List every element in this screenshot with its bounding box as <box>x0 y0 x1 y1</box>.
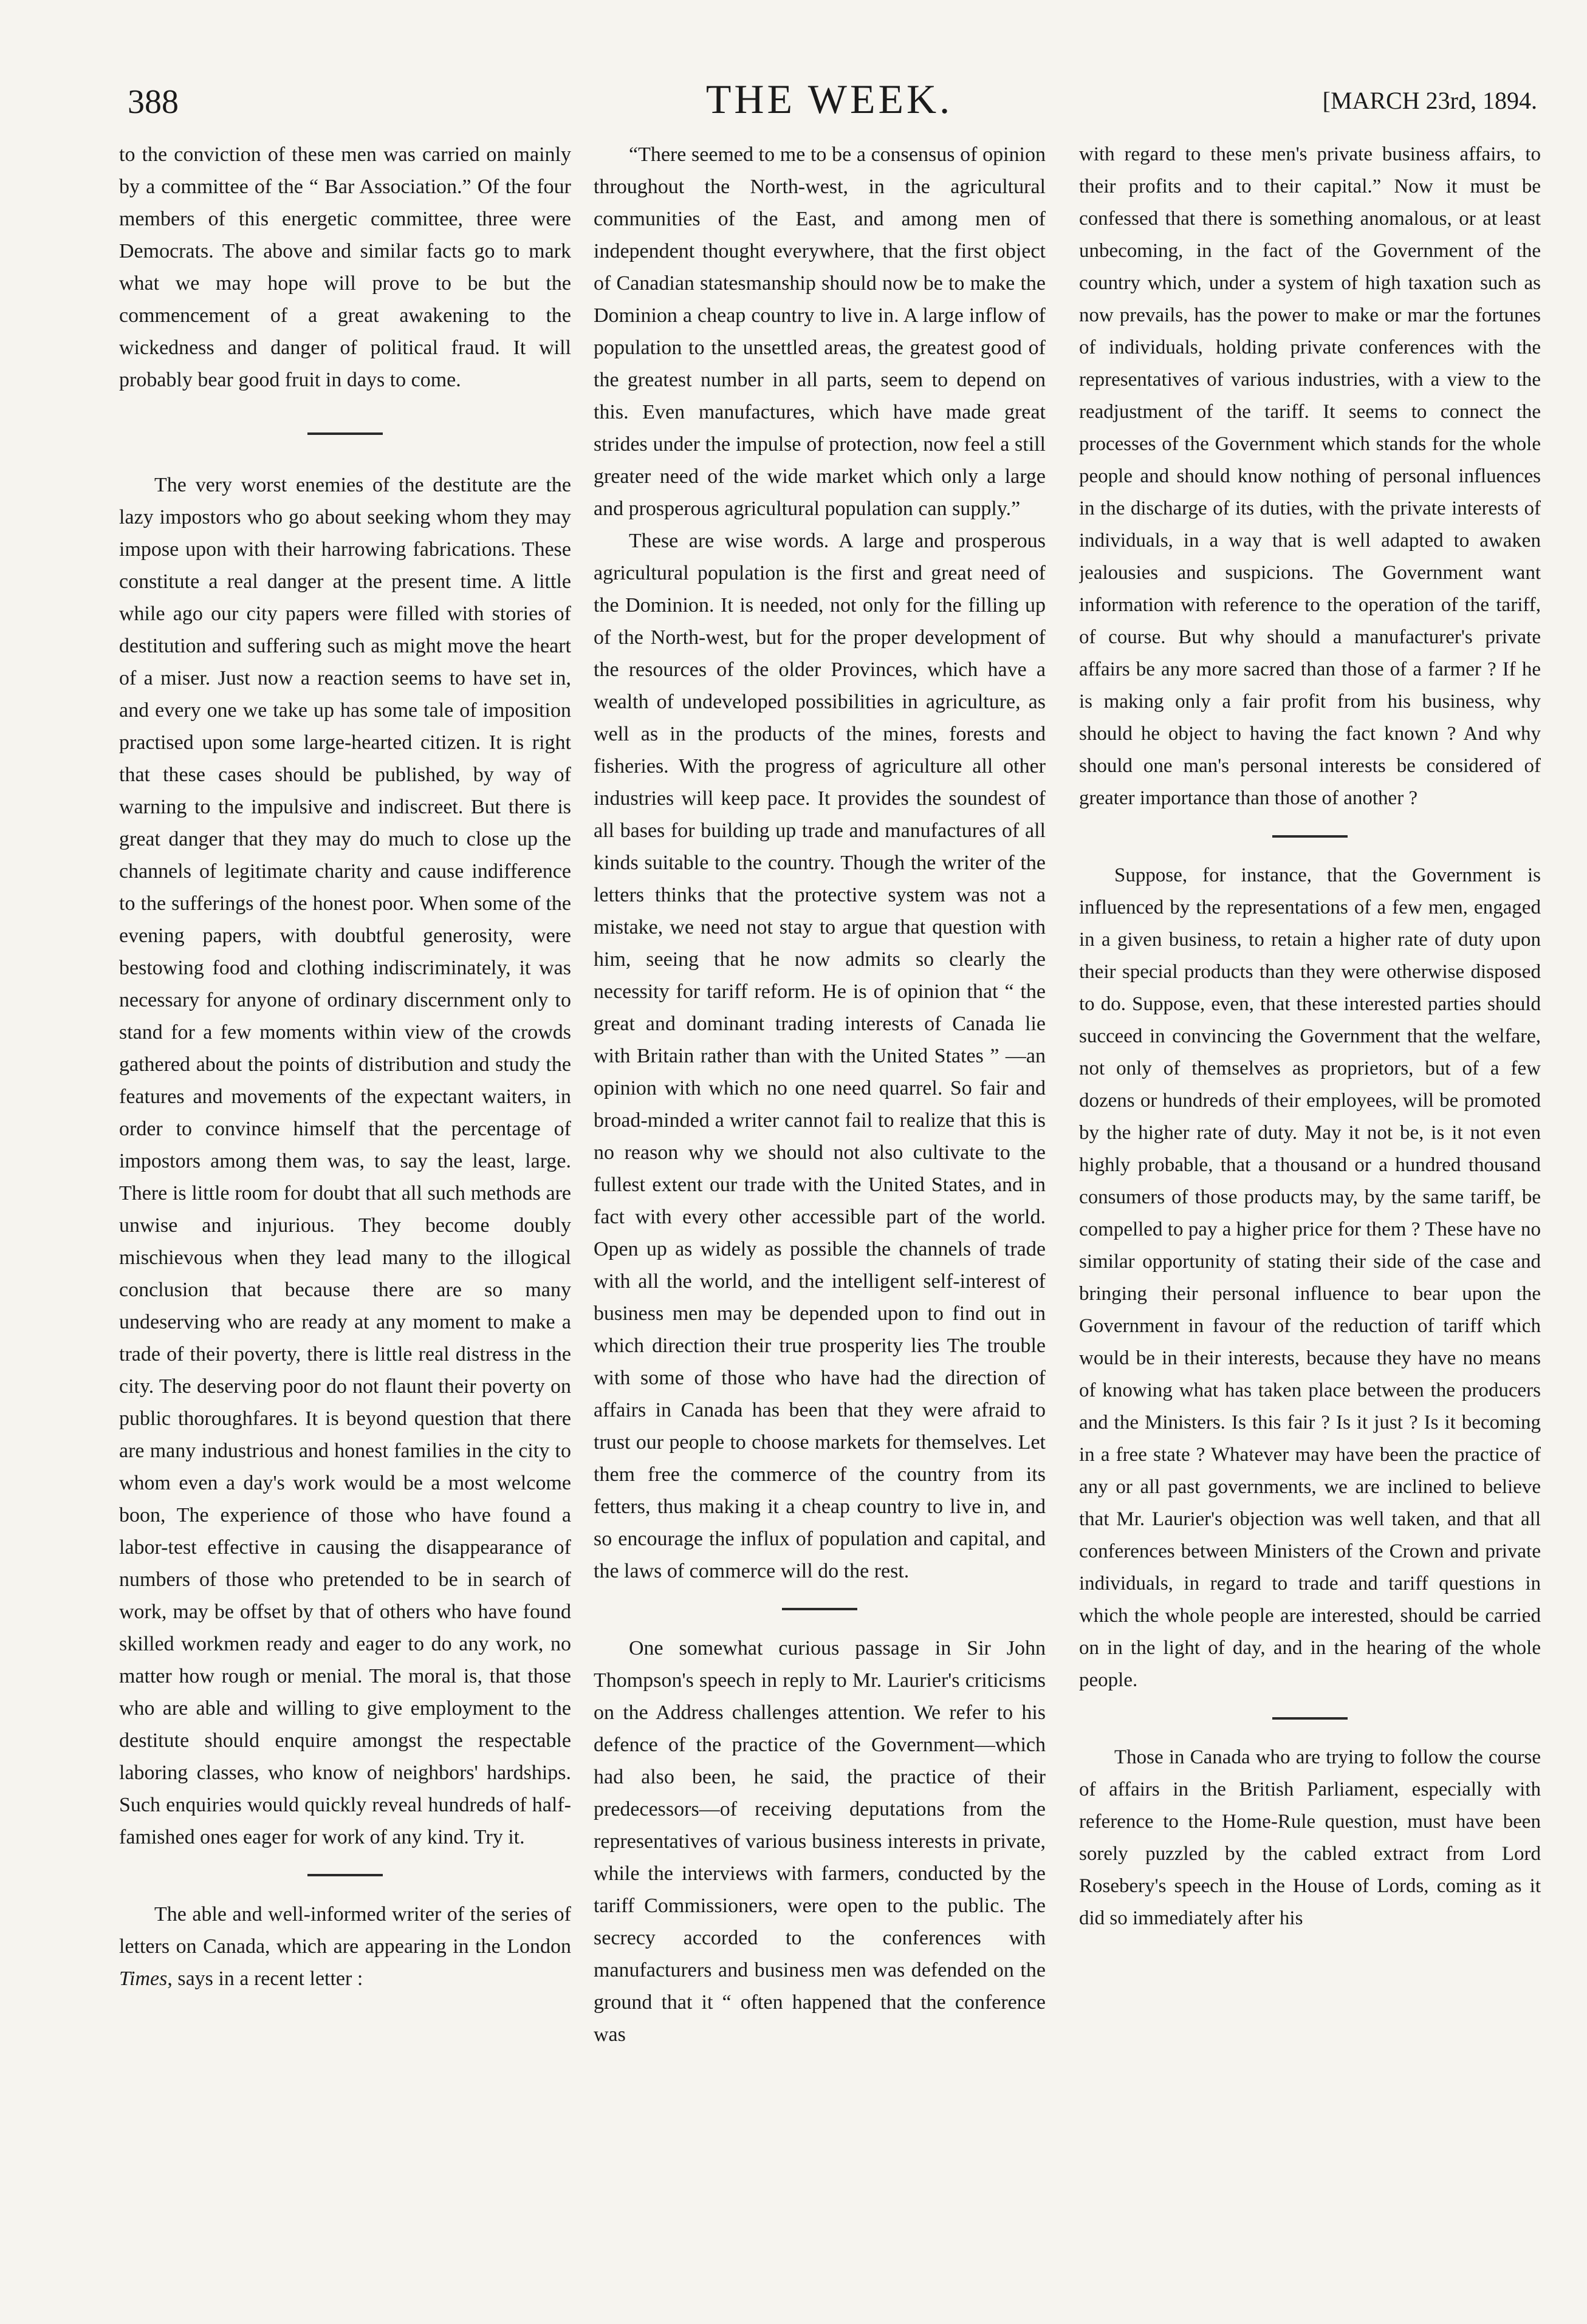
paragraph: The very worst enemies of the destitute are the lazy impostors who go about seeking whom they may impose upon with their harrowing fabrications. These constitute a real danger at the present time. A little while ago our city papers were filled with stories of destitution and suffering such as might move the heart of a miser. Just now a reaction seems to have set in, and every one we take up has some tale of imposition practised upon some large-hearted citizen. It is right that these cases should be published, by way of warning to the impulsive and indiscreet. But there is great danger that they may do much to close up the channels of legitimate charity and cause indifference to the sufferings of the honest poor. When some of the evening papers, with doubtful generosity, were bestowing food and clothing indiscriminately, it was necessary for anyone of ordinary discernment only to stand for a few moments within view of the crowds gathered about the points of distribution and study the features and movements of the expectant waiters, in order to convince himself that the percentage of impostors among them was, to say the least, large. There is little room for doubt that all such methods are unwise and injurious. They become doubly mischievous when they lead many to the illogical conclusion that because there are so many undeserving who are ready at any moment to make a trade of their poverty, there is little real distress in the city. The deserving poor do not flaunt their poverty on public thoroughfares. It is beyond question that there are many industrious and honest families in the city to whom even a day's work would be a most welcome boon, The experience of those who have found a labor-test effective in causing the disappearance of numbers of those who pretended to be in search of work, may be offset by that of others who have found skilled workmen ready and eager to do any work, no matter how rough or menial. The moral is, that those who are able and willing to give employment to the destitute should enquire amongst the respectable laboring classes, who know of neighbors' hardships. Such enquiries would quickly reveal hundreds of half-famished ones eager for work of any kind. Try it. <box>119 474 571 1848</box>
section-divider <box>1272 835 1348 838</box>
column-3 <box>1079 138 1541 2283</box>
page-header <box>122 72 1537 126</box>
section-divider <box>307 432 383 435</box>
quoted-paragraph: “There seemed to me to be a consensus of opinion throughout the North-west, in the agricultural communities of the East, and among men of independent thought everywhere, that the first object of Canadian statesmanship should now be to make the Dominion a cheap country to live in. A large inflow of population to the unsettled areas, the greatest good of the greatest number in all parts, seem to depend on this. Even manufactures, which have made great strides under the impulse of protection, now feel a still greater need of the wide market which only a large and prosperous agricultural population can supply.” <box>594 143 1046 520</box>
column-1 <box>119 138 571 2283</box>
paragraph: One somewhat curious passage in Sir John Thompson's speech in reply to Mr. Laurier's criticisms on the Address challenges attention. We refer to his defence of the practice of the Government—which had also been, he said, the practice of their predecessors—of receiving deputations from the representatives of various business interests in private, while the interviews with farmers, conducted by the tariff Commissioners, were open to the public. The secrecy accorded to the conferences with manufacturers and business men was defended on the ground that it “ often happened that the conference was <box>594 1637 1046 2046</box>
page-number: 388 <box>128 83 179 121</box>
text-run: The able and well-informed writer of the series of letters on Canada, which are appearing in the London <box>119 1903 571 1958</box>
paragraph: Those in Canada who are trying to follow the course of affairs in the British Parliament, especially with reference to the Home-Rule question, must have been sorely puzzled by the cabled extract from Lord Rosebery's speech in the House of Lords, coming as it did so immediately after his <box>1079 1746 1541 1929</box>
journal-title: THE WEEK. <box>705 76 953 122</box>
paragraph: These are wise words. A large and prosperous agricultural population is the first and great need of the Dominion. It is needed, not only for the filling up of the North-west, but for the proper development of the resources of the older Provinces, which have a wealth of undeveloped possibilities in agriculture, as well as in the products of the mines, forests and fisheries. With the progress of agriculture all other industries will keep pace. It provides the soundest of all bases for building up trade and manufactures of all kinds suitable to the country. Though the writer of the letters thinks that the protective system was not a mistake, we need not stay to argue that question with him, seeing that he now admits so clearly the necessity for tariff reform. He is of opinion that “ the great and dominant trading interests of Canada lie with Britain rather than with the United States ” —an opinion with which no one need quarrel. So fair and broad-minded a writer cannot fail to realize that this is no reason why we should not also cultivate to the fullest extent our trade with the United States, and in fact with every other accessible part of the world. Open up as widely as possible the channels of trade with all the world, and the intelligent self-interest of business men may be depended upon to find out in which direction their true prosperity lies The trouble with some of those who have had the direction of affairs in Canada has been that they were afraid to trust our people to choose markets for themselves. Let them free the commerce of the country from its fetters, thus making it a cheap country to live in, and so encourage the influx of population and capital, and the laws of commerce will do the rest. <box>594 530 1046 1582</box>
paragraph: with regard to these men's private business affairs, to their profits and to their capital.” Now it must be confessed that there is something anomalous, or at least unbecoming, in the fact of the Government of the country which, under a system of high taxation such as now prevails, has the power to make or mar the fortunes of individuals, holding private conferences with the representatives of various industries, with a view to the readjustment of the tariff. It seems to connect the processes of the Government which stands for the whole people and should know nothing of personal influences in the discharge of its duties, with the private interests of individuals, in a way that is well adapted to awaken jealousies and suspicions. The Government want information with reference to the operation of the tariff, of course. But why should a manufacturer's private affairs be any more sacred than those of a farmer ? If he is making only a fair profit from his business, why should he object to having the fact known ? And why should one man's personal interests be considered of greater importance than those of another ? <box>1079 143 1541 809</box>
paragraph <box>119 1898 571 1995</box>
newspaper-name: Times <box>119 1967 168 1990</box>
section-divider <box>782 1608 857 1610</box>
section-divider <box>307 1874 383 1876</box>
issue-date: [MARCH 23rd, 1894. <box>1322 87 1537 114</box>
section-divider <box>1272 1717 1348 1720</box>
paragraph: Suppose, for instance, that the Government is influenced by the representations of a few men, engaged in a given business, to retain a higher rate of duty upon their special products than they were otherwise disposed to do. Suppose, even, that these interested parties should succeed in convincing the Government that the welfare, not only of themselves as proprietors, but of a few dozens or hundreds of their employees, will be promoted by the higher rate of duty. May it not be, is it not even highly probable, that a thousand or a hundred thousand consumers of those products may, by the same tariff, be compelled to pay a higher price for them ? These have no similar opportunity of stating their side of the case and bringing their personal influence to bear upon the Government in favour of the reduction of tariff which would be in their interests, because they have no means of knowing what has taken place between the producers and the Ministers. Is this fair ? Is it just ? Is it becoming in a free state ? Whatever may have been the practice of any or all past governments, we are inclined to believe that Mr. Laurier's objection was well taken, and that all conferences between Ministers of the Crown and private individuals, in regard to trade and tariff questions in which the whole people are interested, should be carried on in the light of day, and in the hearing of the whole people. <box>1079 864 1541 1691</box>
paragraph: to the conviction of these men was carried on mainly by a committee of the “ Bar Association.” Of the four members of this energetic committee, three were Democrats. The above and similar facts go to mark what we may hope will prove to be but the commencement of a great awakening to the wickedness and danger of political fraud. It will probably bear good fruit in days to come. <box>119 143 571 391</box>
column-2 <box>594 138 1046 2283</box>
text-run: , says in a recent letter : <box>167 1967 363 1990</box>
